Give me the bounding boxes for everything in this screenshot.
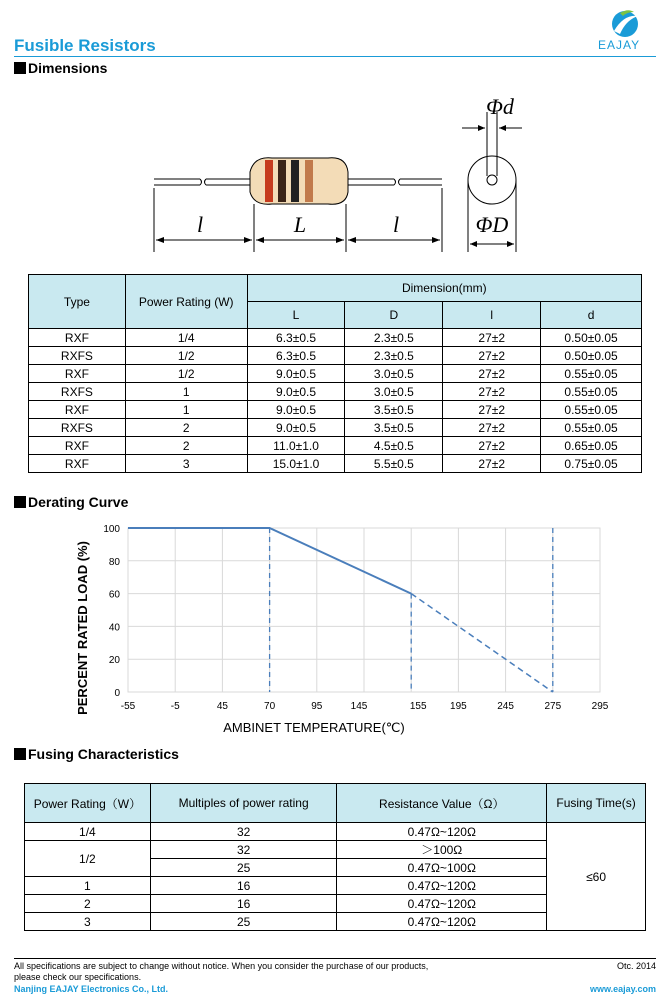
footer-website[interactable]: www.eajay.com <box>589 984 656 994</box>
resistance-cell: 0.47Ω~120Ω <box>337 913 547 931</box>
col-header-multiples: Multiples of power rating <box>150 784 337 823</box>
table-row <box>25 823 646 841</box>
x-tick-label: 45 <box>216 701 228 712</box>
power-cell: 3 <box>25 913 151 931</box>
power-cell: 2 <box>125 419 247 437</box>
D-cell: 3.5±0.5 <box>345 401 443 419</box>
D-cell: 3.5±0.5 <box>345 419 443 437</box>
dim-label-l-left: l <box>196 212 204 237</box>
power-cell: 2 <box>25 895 151 913</box>
D-cell: 5.5±0.5 <box>345 455 443 473</box>
d-cell: 0.65±0.05 <box>541 437 642 455</box>
logo-mark-icon <box>590 6 660 40</box>
bullet-square-icon <box>14 748 26 760</box>
derating-heading-text: Derating Curve <box>28 494 129 510</box>
type-cell: RXF <box>29 365 126 383</box>
x-tick-label: 145 <box>350 701 368 712</box>
multiple-cell: 25 <box>150 859 337 877</box>
d-cell: 0.55±0.05 <box>541 383 642 401</box>
table-row <box>29 365 642 383</box>
L-cell: 6.3±0.5 <box>247 347 345 365</box>
col-header-type: Type <box>29 275 126 329</box>
d-cell: 0.50±0.05 <box>541 329 642 347</box>
col-header-l: l <box>443 302 541 329</box>
y-tick-label: 80 <box>108 556 120 568</box>
d-cell: 0.50±0.05 <box>541 347 642 365</box>
L-cell: 11.0±1.0 <box>247 437 345 455</box>
fusing-table <box>24 783 646 931</box>
table-row <box>29 419 642 437</box>
col-header-d: d <box>541 302 642 329</box>
table-row <box>29 401 642 419</box>
power-cell: 1/2 <box>25 841 151 877</box>
chart-x-axis-label: AMBINET TEMPERATURE(℃) <box>223 720 405 735</box>
fusing-time-cell: ≤60 <box>547 823 646 931</box>
power-cell: 1 <box>25 877 151 895</box>
eajay-logo <box>590 6 660 54</box>
L-cell: 9.0±0.5 <box>247 383 345 401</box>
dim-label-L: L <box>293 212 307 237</box>
dimensions-table <box>28 274 642 473</box>
D-cell: 2.3±0.5 <box>345 347 443 365</box>
x-tick-label: -5 <box>170 701 180 712</box>
x-tick-label: 95 <box>311 701 323 712</box>
col-header-power-rating: Power Rating（W） <box>25 784 151 823</box>
d-cell: 0.55±0.05 <box>541 419 642 437</box>
l-cell: 27±2 <box>443 329 541 347</box>
table-row <box>29 329 642 347</box>
table-row <box>29 347 642 365</box>
D-cell: 3.0±0.5 <box>345 383 443 401</box>
y-tick-label: 0 <box>114 688 120 699</box>
type-cell: RXF <box>29 329 126 347</box>
x-tick-label: 195 <box>450 701 467 712</box>
x-tick-label: 70 <box>264 701 276 712</box>
bullet-square-icon <box>14 62 26 74</box>
type-cell: RXF <box>29 455 126 473</box>
type-cell: RXFS <box>29 383 126 401</box>
x-tick-label: 275 <box>544 701 562 712</box>
resistance-cell: 0.47Ω~120Ω <box>337 877 547 895</box>
l-cell: 27±2 <box>443 401 541 419</box>
D-cell: 2.3±0.5 <box>345 329 443 347</box>
dimensions-heading-text: Dimensions <box>28 60 108 76</box>
y-tick-label: 60 <box>108 589 120 601</box>
L-cell: 6.3±0.5 <box>247 329 345 347</box>
resistance-cell: ＞100Ω <box>337 841 547 859</box>
type-cell: RXFS <box>29 347 126 365</box>
L-cell: 9.0±0.5 <box>247 365 345 383</box>
table-row <box>29 437 642 455</box>
col-header-dimension: Dimension(mm) <box>247 275 641 302</box>
col-header-fusing-time: Fusing Time(s) <box>547 784 646 823</box>
fusing-heading <box>14 746 179 762</box>
footer-notice <box>14 961 428 983</box>
power-cell: 2 <box>125 437 247 455</box>
x-tick-label: 245 <box>497 701 514 712</box>
D-cell: 3.0±0.5 <box>345 365 443 383</box>
multiple-cell: 25 <box>150 913 337 931</box>
d-cell: 0.55±0.05 <box>541 401 642 419</box>
dim-label-phi-D: ΦD <box>475 212 509 237</box>
power-cell: 1/2 <box>125 365 247 383</box>
dim-label-l-right: l <box>392 212 400 237</box>
power-cell: 1 <box>125 401 247 419</box>
d-cell: 0.55±0.05 <box>541 365 642 383</box>
l-cell: 27±2 <box>443 437 541 455</box>
multiple-cell: 32 <box>150 841 337 859</box>
l-cell: 27±2 <box>443 365 541 383</box>
resistance-cell: 0.47Ω~120Ω <box>337 823 547 841</box>
col-header-D: D <box>345 302 443 329</box>
derating-heading <box>14 494 128 510</box>
D-cell: 4.5±0.5 <box>345 437 443 455</box>
title-divider <box>14 56 656 57</box>
fusing-heading-text: Fusing Characteristics <box>28 746 179 762</box>
l-cell: 27±2 <box>443 419 541 437</box>
L-cell: 15.0±1.0 <box>247 455 345 473</box>
page-title: Fusible Resistors <box>14 36 156 55</box>
dimensions-heading <box>14 60 107 76</box>
multiple-cell: 16 <box>150 877 337 895</box>
power-cell: 1 <box>125 383 247 401</box>
chart-y-axis-label: PERCENT RATED LOAD (%) <box>75 541 90 715</box>
footer-company: Nanjing EAJAY Electronics Co., Ltd. <box>14 984 169 994</box>
footer-date: Otc. 2014 <box>616 961 656 971</box>
power-cell: 1/2 <box>125 347 247 365</box>
l-cell: 27±2 <box>443 383 541 401</box>
bullet-square-icon <box>14 496 26 508</box>
l-cell: 27±2 <box>443 455 541 473</box>
d-cell: 0.75±0.05 <box>541 455 642 473</box>
dimensions-table-body <box>29 329 642 473</box>
x-tick-label: 295 <box>591 701 609 712</box>
x-tick-label: 155 <box>409 701 427 712</box>
power-cell: 1/4 <box>125 329 247 347</box>
power-cell: 3 <box>125 455 247 473</box>
resistor-dimension-drawing <box>150 92 530 262</box>
multiple-cell: 16 <box>150 895 337 913</box>
logo-text: EAJAY <box>598 38 641 52</box>
multiple-cell: 32 <box>150 823 337 841</box>
type-cell: RXF <box>29 401 126 419</box>
resistance-cell: 0.47Ω~100Ω <box>337 859 547 877</box>
x-tick-label: -55 <box>120 701 136 712</box>
footer-notice-line2: please check our specifications. <box>14 972 142 982</box>
L-cell: 9.0±0.5 <box>247 419 345 437</box>
y-tick-label: 100 <box>103 524 120 535</box>
L-cell: 9.0±0.5 <box>247 401 345 419</box>
power-cell: 1/4 <box>25 823 151 841</box>
y-tick-label: 20 <box>108 655 120 667</box>
derating-curve-chart <box>70 515 630 745</box>
col-header-resistance: Resistance Value（Ω） <box>337 784 547 823</box>
footer-divider <box>14 958 656 959</box>
table-row <box>29 383 642 401</box>
footer-notice-line1: All specifications are subject to change without notice. When you consider the purchase of our products, <box>14 961 429 971</box>
resistance-cell: 0.47Ω~120Ω <box>337 895 547 913</box>
y-tick-label: 40 <box>108 622 120 634</box>
type-cell: RXFS <box>29 419 126 437</box>
dim-label-phi-d: Φd <box>486 94 514 119</box>
table-row <box>29 455 642 473</box>
l-cell: 27±2 <box>443 347 541 365</box>
col-header-power: Power Rating (W) <box>125 275 247 329</box>
type-cell: RXF <box>29 437 126 455</box>
col-header-L: L <box>247 302 345 329</box>
